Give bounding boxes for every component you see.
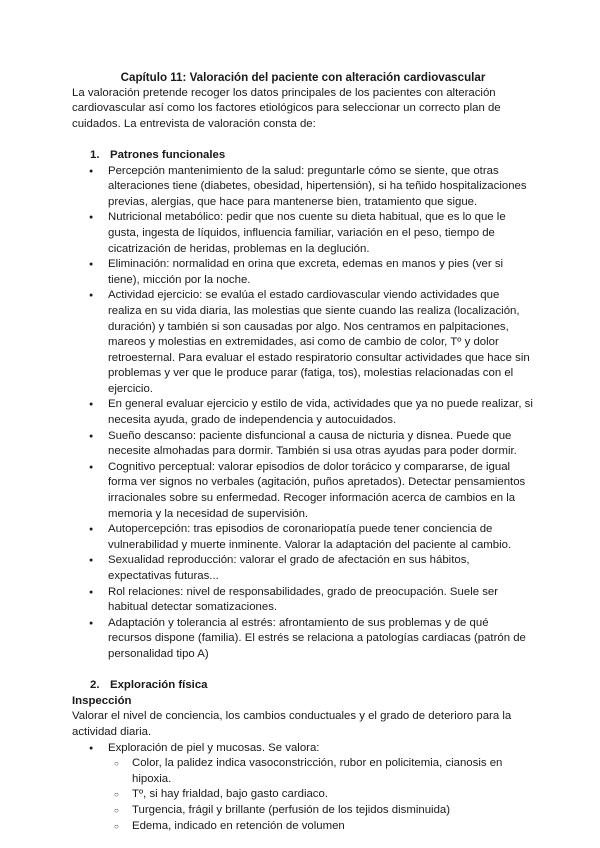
list-item-text: Exploración de piel y mucosas. Se valora: xyxy=(108,741,320,754)
list-item: ● Sueño descanso: paciente disfuncional a causa de nicturia y disnea. Puede que necesite almohadas para dormir. También si usa otras ayudas para poder dormir. xyxy=(72,429,534,460)
section-number: 1. xyxy=(90,148,100,161)
document-page xyxy=(72,70,534,834)
list-item: ● Adaptación y tolerancia al estrés: afrontamiento de sus problemas y de qué recursos dispone (familia). El estrés se relaciona a patologías cardiacas (patrón de personalidad tipo A) xyxy=(72,616,534,663)
section-functional-patterns xyxy=(72,148,534,663)
sub-list-item: ○ Turgencia, frágil y brillante (perfusión de los tejidos disminuida) xyxy=(72,803,534,819)
list-item: ● En general evaluar ejercicio y estilo de vida, actividades que ya no puede realizar, si necesita ayuda, grado de independencia y autocuidados. xyxy=(72,397,534,428)
list-item: ● Sexualidad reproducción: valorar el grado de afectación en sus hábitos, expectativas futuras... xyxy=(72,553,534,584)
sub-list-item: ○ Edema, indicado en retención de volumen xyxy=(72,819,534,835)
inspection-list xyxy=(72,741,534,757)
spacer xyxy=(72,663,534,679)
sub-list-item: ○ Tº, si hay frialdad, bajo gasto cardiaco. xyxy=(72,787,534,803)
section-title: Exploración física xyxy=(110,679,208,692)
sub-list-item: ○ Color, la palidez indica vasoconstricción, rubor en policitemia, cianosis en hipoxia. xyxy=(72,756,534,787)
list-item: ● Eliminación: normalidad en orina que excreta, edemas en manos y pies (ver si tiene), micción por la noche. xyxy=(72,257,534,288)
section-physical-exam xyxy=(72,678,534,834)
list-item: ● Nutricional metabólico: pedir que nos cuente su dieta habitual, que es lo que le gusta, ingesta de líquidos, influencia familiar, variación en el peso, tiempo de cicatrización de heridas, problemas en la deglución. xyxy=(72,210,534,257)
page-title: Capítulo 11: Valoración del paciente con alteración cardiovascular xyxy=(120,71,486,84)
list-item: ● Autopercepción: tras episodios de coronariopatía puede tener conciencia de vulnerabilidad y muerte inminente. Valorar la adaptación del paciente al cambio. xyxy=(72,522,534,553)
section-heading xyxy=(72,148,534,164)
functional-patterns-list xyxy=(72,164,534,663)
inspection-paragraph: Valorar el nivel de conciencia, los cambios conductuales y el grado de deterioro para la actividad diaria. xyxy=(72,710,512,738)
section-number: 2. xyxy=(90,679,100,692)
list-item xyxy=(72,741,534,757)
list-item: ● Rol relaciones: nivel de responsabilidades, grado de preocupación. Suele ser habitual detectar somatizaciones. xyxy=(72,585,534,616)
list-item: ● Actividad ejercicio: se evalúa el estado cardiovascular viendo actividades que realiza en su vida diaria, las molestias que siente cuando las realiza (localización, duración) y también si son causadas por algo. Nos centramos en palpitaciones, mareos y molestias en extremidades, asi como de cambio de color, Tº y dolor retroesternal. Para evaluar el estado respiratorio consultar actividades que hace sin problemas y ver que le produce parar (fatiga, tos), molestias relacionadas con el ejercicio. xyxy=(72,288,534,397)
skin-assessment-sublist xyxy=(72,756,534,834)
section-heading xyxy=(72,678,534,694)
section-title: Patrones funcionales xyxy=(110,148,226,161)
subheading-inspection: Inspección xyxy=(72,694,132,707)
list-item: ● Percepción mantenimiento de la salud: preguntarle cómo se siente, que otras alteraciones tiene (diabetes, obesidad, hipertensión), si ha teñido hospitalizaciones previas, alergias, que hace para mantenerse bien, tratamiento que sigue. xyxy=(72,164,534,211)
list-item: ● Cognitivo perceptual: valorar episodios de dolor torácico y compararse, de igual forma ver signos no verbales (agitación, puños apretados). Detectar pensamientos irracionales sobre su enfermedad. Recoger información acerca de cambios en la memoria y la necesidad de supervisión. xyxy=(72,460,534,522)
intro-paragraph: La valoración pretende recoger los datos principales de los pacientes con alteración cardiovascular así como los factores etiológicos para seleccionar un correcto plan de cuidados. La entrevista de valoración consta de: xyxy=(72,86,501,130)
